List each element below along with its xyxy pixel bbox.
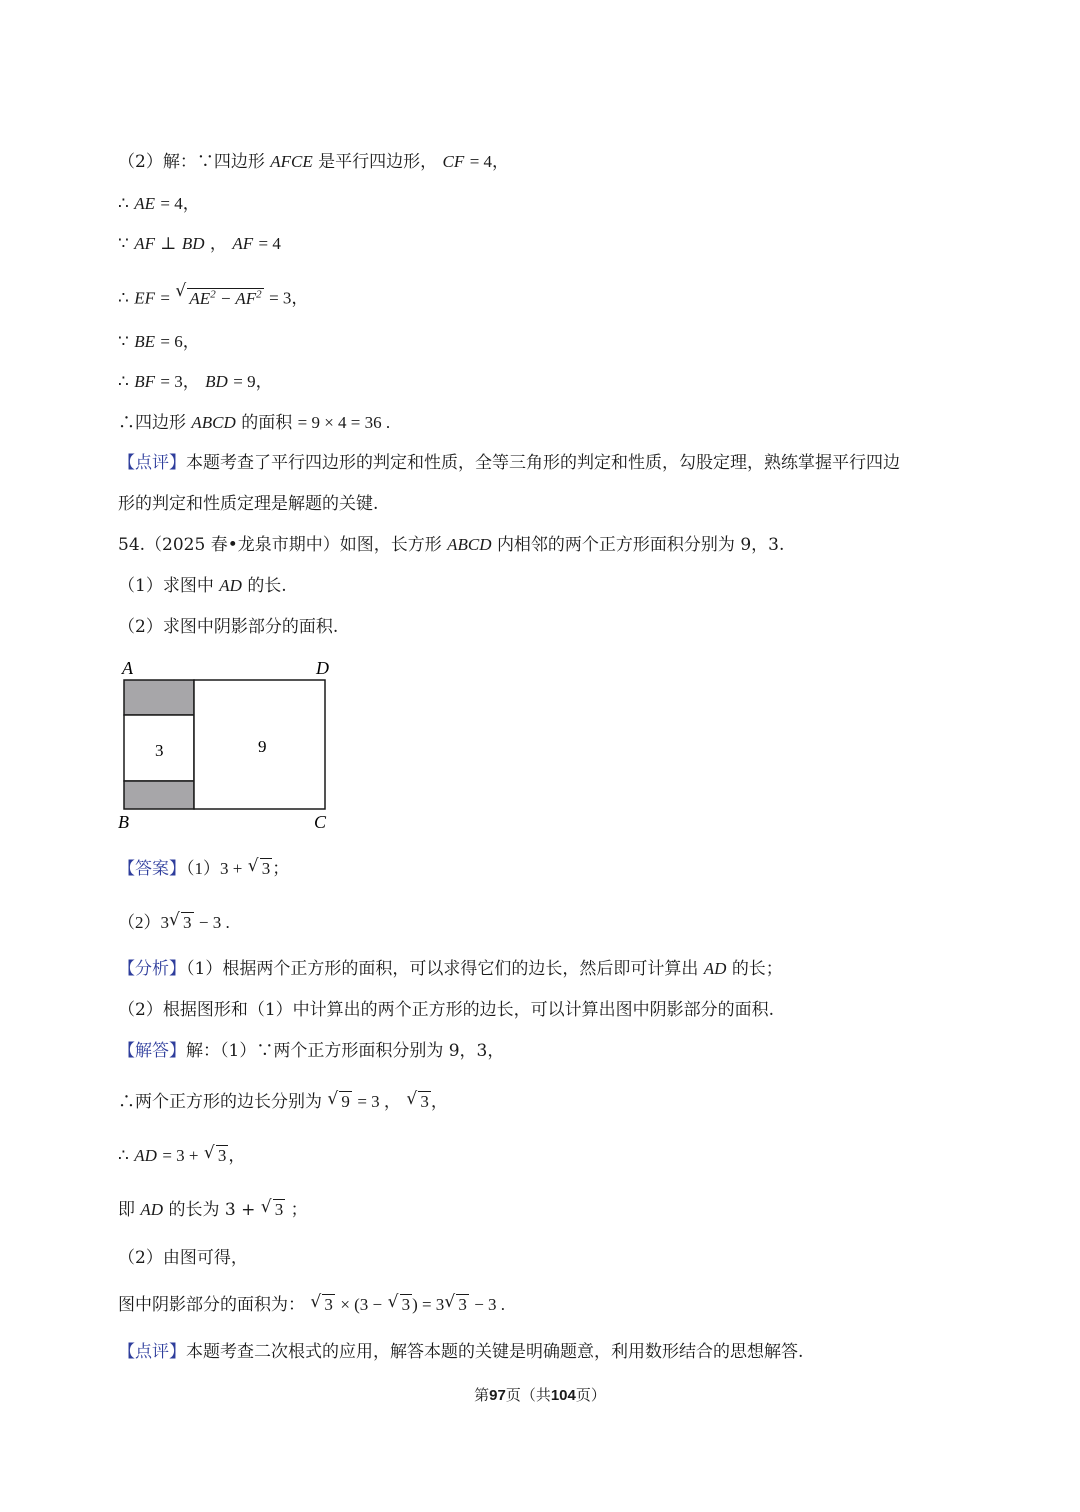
analysis-line-1 bbox=[118, 957, 783, 981]
text: ； bbox=[290, 1200, 308, 1220]
sqrt-expression bbox=[248, 857, 273, 881]
sqrt-expression bbox=[327, 1090, 352, 1114]
label-b: B bbox=[118, 812, 129, 832]
text: 图中阴影部分的面积为： bbox=[118, 1295, 305, 1315]
math-value: = 4， bbox=[160, 194, 200, 213]
question-2 bbox=[118, 615, 338, 639]
solution-line-afce bbox=[118, 150, 509, 174]
math-var: AD bbox=[140, 1200, 164, 1219]
comment-text: 本题考查二次根式的应用，解答本题的关键是明确题意，利用数形结合的思想解答. bbox=[186, 1342, 804, 1362]
therefore-symbol: ∴ bbox=[118, 194, 129, 214]
footer-text: 页（共 bbox=[505, 1386, 551, 1404]
math-var: AF bbox=[235, 288, 257, 308]
math-var: AD bbox=[134, 1146, 157, 1165]
solution-line-be bbox=[118, 330, 200, 354]
comment-text: 形的判定和性质定理是解题的关键. bbox=[118, 494, 379, 514]
text: 内相邻的两个正方形面积分别为 9，3. bbox=[496, 535, 785, 555]
radicand: 3 bbox=[420, 1092, 429, 1111]
radicand: 3 bbox=[261, 859, 271, 878]
solution-line-5 bbox=[118, 1246, 248, 1270]
footer-text: 第 bbox=[474, 1386, 490, 1404]
math-var: ABCD bbox=[447, 535, 492, 554]
sqrt-expression bbox=[261, 1198, 286, 1222]
math-var: BD bbox=[181, 234, 205, 253]
text: 54.（2025 春•龙泉市期中）如图，长方形 bbox=[118, 535, 442, 555]
big-square-value: 9 bbox=[258, 737, 267, 756]
radicand: 3 bbox=[274, 1200, 284, 1219]
radical-icon: √ bbox=[169, 910, 180, 930]
analysis-line-2 bbox=[118, 998, 774, 1022]
problem-stem bbox=[118, 533, 784, 557]
math-var: AE bbox=[134, 194, 156, 213]
text: 的长为 3 + bbox=[168, 1200, 256, 1220]
radical-icon: √ bbox=[175, 281, 187, 301]
math-value: = 3， bbox=[269, 288, 309, 308]
math-var: ABCD bbox=[191, 413, 236, 432]
text: − 3 . bbox=[198, 913, 230, 932]
text: （2）3 bbox=[118, 913, 169, 932]
math-var: AF bbox=[134, 234, 156, 253]
math-var: AFCE bbox=[270, 152, 313, 171]
radical-icon: √ bbox=[310, 1292, 322, 1312]
comment-text: 本题考查了平行四边形的判定和性质，全等三角形的判定和性质，勾股定理，熟练掌握平行四边 bbox=[186, 453, 900, 473]
radical-icon: √ bbox=[247, 856, 259, 876]
text: 即 bbox=[118, 1200, 135, 1220]
text: ) = 3 bbox=[412, 1295, 445, 1314]
text: − 3 . bbox=[474, 1295, 506, 1314]
math-var: BF bbox=[134, 372, 156, 391]
text: ， bbox=[228, 1146, 246, 1166]
radical-icon: √ bbox=[444, 1292, 456, 1312]
equals: = bbox=[160, 288, 171, 308]
footer-text: 页） bbox=[575, 1386, 606, 1404]
solution-line-area bbox=[118, 411, 390, 435]
sqrt-expression bbox=[444, 1293, 469, 1317]
separator: ， bbox=[209, 234, 227, 254]
sqrt-expression bbox=[388, 1293, 413, 1317]
label-a: A bbox=[122, 658, 133, 678]
math-value: = 6， bbox=[160, 332, 200, 351]
sqrt-expression bbox=[310, 1293, 335, 1317]
sqrt-expression bbox=[169, 911, 194, 935]
question-1 bbox=[118, 574, 287, 598]
because-symbol: ∵ bbox=[118, 234, 129, 254]
math-value: = 9， bbox=[233, 372, 273, 391]
radicand: 9 bbox=[341, 1092, 350, 1111]
text: 是平行四边形， bbox=[318, 152, 438, 172]
math-var: AD bbox=[219, 576, 242, 595]
text: ∴两个正方形的边长分别为 bbox=[118, 1092, 322, 1112]
comment-tag: 【点评】 bbox=[118, 1342, 186, 1362]
text: （1）求图中 bbox=[118, 576, 214, 596]
radicand: 3 bbox=[217, 1146, 227, 1165]
therefore-symbol: ∴ bbox=[118, 1146, 129, 1166]
solution-line-4 bbox=[118, 1198, 308, 1222]
therefore-symbol: ∴ bbox=[118, 288, 129, 309]
analysis-tag: 【分析】 bbox=[118, 959, 186, 979]
math-var: AE bbox=[189, 288, 211, 308]
shaded-region-bottom bbox=[124, 781, 194, 809]
solution-line-6 bbox=[118, 1293, 505, 1317]
math-value: = 4， bbox=[469, 152, 510, 171]
comment-block-2 bbox=[118, 1340, 803, 1364]
text: （1）根据两个正方形的面积，可以求得它们的边长，然后即可计算出 bbox=[186, 959, 699, 979]
therefore-symbol: ∴ bbox=[118, 372, 129, 392]
label-d: D bbox=[316, 658, 329, 678]
solution-line-2 bbox=[118, 1090, 448, 1114]
radical-icon: √ bbox=[387, 1292, 399, 1312]
radicand: 3 bbox=[183, 913, 192, 932]
radicand: 3 bbox=[458, 1295, 467, 1314]
text: 解：（1）∵两个正方形面积分别为 9，3， bbox=[186, 1041, 505, 1061]
radicand: 3 bbox=[401, 1295, 411, 1314]
exponent: 2 bbox=[256, 288, 262, 300]
math-var: BE bbox=[134, 332, 156, 351]
solution-line-ae bbox=[118, 192, 200, 216]
solution-line-3 bbox=[118, 1144, 245, 1168]
math-value: = 9 × 4 = 36 . bbox=[297, 413, 391, 432]
solution-tag: 【解答】 bbox=[118, 1041, 186, 1061]
math-var: AD bbox=[703, 959, 727, 978]
text: × (3 − bbox=[340, 1295, 383, 1314]
radical-icon: √ bbox=[260, 1197, 272, 1217]
text: （2）由图可得， bbox=[118, 1248, 248, 1268]
sqrt-expression bbox=[406, 1090, 431, 1114]
sqrt-expression bbox=[204, 1144, 229, 1168]
text: 的长； bbox=[731, 959, 783, 979]
minus: − bbox=[219, 288, 232, 308]
shaded-region-top bbox=[124, 680, 194, 715]
radicand: 3 bbox=[324, 1295, 333, 1314]
perp-symbol: ⊥ bbox=[160, 234, 177, 253]
text: （2）根据图形和（1）中计算出的两个正方形的边长，可以计算出图中阴影部分的面积. bbox=[118, 1000, 775, 1020]
math-value: = 4 bbox=[258, 234, 281, 253]
solution-line-af-perp bbox=[118, 232, 281, 256]
text: ∴四边形 bbox=[118, 413, 186, 433]
text: = 3 + bbox=[162, 1146, 199, 1165]
radical-icon: √ bbox=[406, 1089, 418, 1109]
solution-line-bf-bd bbox=[118, 370, 273, 394]
radical-icon: √ bbox=[203, 1143, 215, 1163]
math-var: CF bbox=[442, 152, 465, 171]
solution-line-1 bbox=[118, 1039, 504, 1063]
comment-tag: 【点评】 bbox=[118, 453, 186, 473]
math-var: AF bbox=[232, 234, 254, 253]
comment-block-1 bbox=[118, 451, 900, 475]
comment-block-1-cont bbox=[118, 492, 378, 516]
text: ， bbox=[430, 1092, 448, 1112]
rectangle-figure bbox=[108, 652, 348, 838]
text: = 3 ， bbox=[357, 1092, 401, 1111]
page-footer bbox=[0, 1384, 1080, 1405]
answer-tag: 【答案】 bbox=[118, 859, 186, 879]
math-var: BD bbox=[205, 372, 228, 391]
page-number: 97 bbox=[489, 1387, 506, 1404]
text: 的长. bbox=[247, 576, 287, 596]
small-square-value: 3 bbox=[155, 741, 164, 760]
text: （1）3 + bbox=[186, 859, 243, 878]
because-symbol: ∵ bbox=[118, 332, 129, 352]
math-var: EF bbox=[134, 288, 156, 308]
answer-line-2 bbox=[118, 911, 230, 935]
answer-line-1 bbox=[118, 857, 289, 881]
solution-line-ef bbox=[118, 282, 308, 311]
total-pages: 104 bbox=[550, 1387, 576, 1404]
text: （2）解：∵四边形 bbox=[118, 152, 265, 172]
text: ； bbox=[272, 859, 290, 879]
text: 的面积 bbox=[241, 413, 293, 433]
math-value: = 3， bbox=[160, 372, 200, 391]
text: （2）求图中阴影部分的面积. bbox=[118, 617, 339, 637]
sqrt-expression bbox=[175, 282, 263, 311]
exponent: 2 bbox=[210, 288, 216, 300]
radical-icon: √ bbox=[327, 1089, 339, 1109]
label-c: C bbox=[314, 812, 327, 832]
